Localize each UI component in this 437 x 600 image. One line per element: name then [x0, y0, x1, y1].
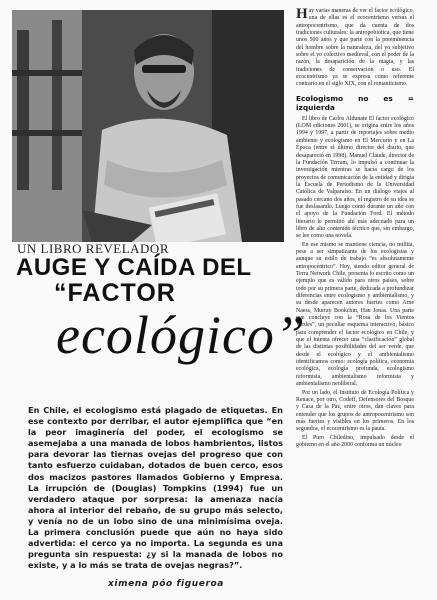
right-text-column	[296, 8, 414, 450]
paragraph-4: Por un lado, el Instituto de Ecología Política y Renace, por otro, Codeff, Defensores del Bosque y Casa de la Paz, entre otros, dan claves para entender que los grupos de antropocentrismo son más fuertes y visibles en los primeros. En los segundos, el ecocentrismo es la pauta.	[296, 389, 414, 433]
section-subhead: Ecologismo no es = izquierda	[296, 93, 414, 112]
article-kicker: UN LIBRO REVELADOR	[17, 241, 169, 256]
drop-cap: H	[296, 6, 308, 22]
paragraph-2: El libro de Carlos Aldunate El factor ecológico (LOM ediciones 2001), se origina entre los años 1994 y 1997, a partir de reportajes sobre medio ambiente y ecologismo en El Mercurio y en La Época (entre el último director del diario, que desapareció en 1998), Manuel Claude, director de la Fundación Terram, lo impulsó a continuar la investigación mientras se hacía cargo de los proyectos de comunicación de la entidad y dirigía la Escuela de Periodismo de la Universidad Católica de Valparaíso. En un diálogo viajes al pasado cercano dos años, el registro de su idea se fue desfasando. Luego contó durante un año con el apoyo de la Fundación Ford. El método literario le permitió ahí más adecuado para un libro de alto contenido técnico que, sin embargo, se lee como una novela.	[296, 115, 414, 240]
author-portrait-photo	[12, 10, 284, 242]
paragraph-3: En ese mismo se mantiene ciencia, no militia, pese a ser simpatizante de los ecologistas y aunque su estilo de trabajo “es absolutamente antropocéntrico”. Hoy, siendo editor general de Terra Network Chile, presenta lo escrito como un ejemplo que es válido para otros países, sobre todo por su primera parte, dedicada a profundizar diferencias entre ecologismo y ambientalismo, y su desde aparecen autores fuertes como Arne Naess, Murray Bookchin, Han Jonas. Una parte que concluye con la “Rosa de los Vientos Verdes”, un peculiar esquema interactivo, básico para comprender el factor ecológico en Chile, y que el intenta ofrecer una “clasificación” global de las distintas posibilidades del ser verde, que desde el ecológico y el ambientalismo identificamos como: ecología política, economía ecológica, ecología profunda, ecologismo reformista, ambientalismo reformista y ambientalismo neoliberal.	[296, 241, 414, 388]
paragraph-1	[296, 8, 414, 89]
headline-line-3: ecológico”	[56, 305, 306, 365]
author-byline: ximena póo figueroa	[108, 579, 224, 589]
headline-line-2: “FACTOR	[54, 279, 176, 307]
paragraph-5: El Puro Chiledino, impulsado desde el gobierno en el año 2000 conforma un núcleo	[296, 434, 414, 448]
lead-text: En Chile, el ecologismo está plagado de etiquetas. En ese contexto por derribar, el autor ejemplifica que “en la peor imaginería del poder, el ecologismo se asemejaba a una manada de lobos hambrientos, listos para devorar las tiernas ovejas del progreso que con tanto esfuerzo cuidaban, dotados de buen cerco, esos dos macizos pastores llamados Gobierno y Empresa. La irrupción de (Douglas) Tompkins (1994) fue un verdadero ataque por sorpresa: la amenaza nacía ahora al interior del rebaño, de su grupo más selecto, y venía no de un lobo sino de una minimísima oveja. La primera conclusión puede que aún no haya sido advertida: el cerco ya no importa. La segunda es una pregunta sin respuesta: ¿y si la manada de lobos no existe, y a lo más se trata de ovejas negras?”.	[28, 405, 283, 571]
headline-line-1: AUGE Y CAÍDA DEL	[16, 254, 252, 281]
lead-paragraph	[28, 405, 283, 571]
paragraph-1-text: ay varias maneras de ver el factor ecológico, una de ellas es el ecocentrismo versus el antropocentrismo, que da cuenta de dos tradiciones culturales: la antropobiótica, que tiene unos 500 años y que parte con la preeminencia del hombre sobre la naturaleza, del yo subjetivo sobre el yo colectivo medieval, con el poder de la razón, la desaparición de la magia, y las tradiciones de conservación o uso. El ecocentrismo ya se expresa como referente contrario en el siglo XIX, con el romanticismo.	[296, 8, 414, 88]
